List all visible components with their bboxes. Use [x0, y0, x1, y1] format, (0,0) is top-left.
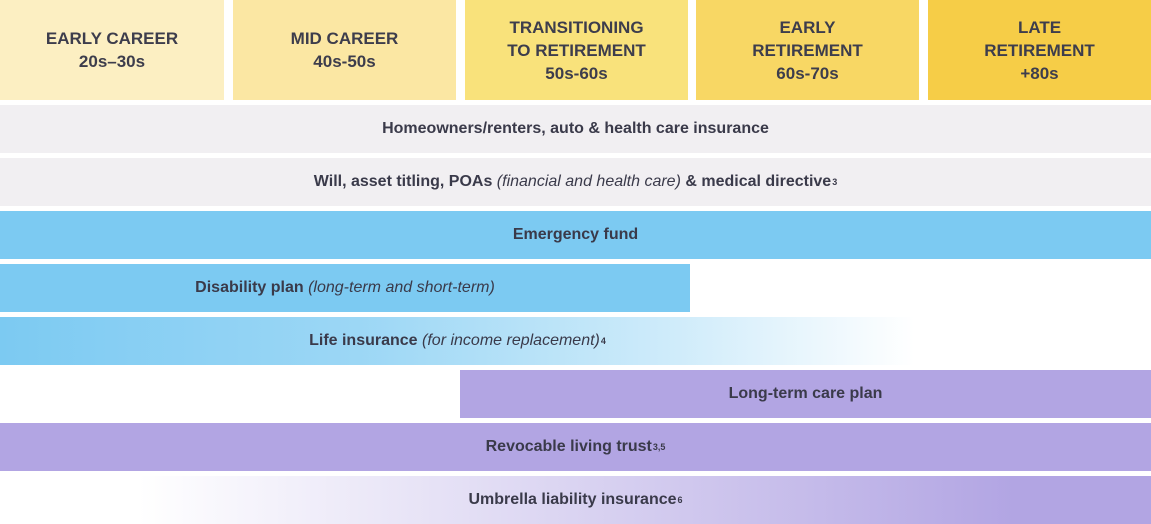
- bar-umbrella-liability-insurance: Umbrella liability insurance 6: [0, 476, 1151, 524]
- stage-label-line: RETIREMENT: [752, 40, 863, 60]
- stage-label-line: EARLY CAREER: [45, 29, 179, 48]
- stage-transitioning-to-retirement: [465, 0, 688, 100]
- bar-label: Homeowners/renters, auto & health care insurance: [382, 120, 769, 137]
- bar-label-continued: & medical directive: [685, 173, 832, 190]
- bar-label: Will, asset titling, POAs: [313, 173, 493, 190]
- stage-mid-career: [233, 0, 456, 100]
- stage-label-line: MID CAREER: [290, 29, 399, 48]
- bar-label: Life insurance: [309, 332, 418, 349]
- stage-early-retirement: [696, 0, 919, 100]
- bar-revocable-living-trust: Revocable living trust 3,5: [0, 423, 1151, 471]
- stage-age-range: 50s-60s: [545, 63, 608, 83]
- bar-label: Revocable living trust: [485, 438, 652, 455]
- stage-age-range: 60s-70s: [776, 63, 839, 83]
- bar-label: Emergency fund: [512, 226, 639, 243]
- stage-label-line: LATE: [1017, 17, 1062, 37]
- bar-disability-plan: [0, 264, 690, 312]
- stage-age-range: 20s–30s: [78, 52, 146, 71]
- bar-emergency-fund: [0, 211, 1151, 259]
- stage-label-line: TO RETIREMENT: [507, 40, 646, 60]
- bar-note: (long-term and short-term): [308, 279, 495, 296]
- bar-long-term-care-plan: [460, 370, 1151, 418]
- bar-life-insurance: Life insurance (for income replacement) 4: [0, 317, 915, 365]
- stage-label-line: EARLY: [779, 17, 836, 37]
- stage-early-career: [0, 0, 224, 100]
- bar-label: Umbrella liability insurance: [468, 491, 677, 508]
- bar-homeowners-auto-health-insurance: [0, 105, 1151, 153]
- stage-age-range: 40s-50s: [313, 52, 376, 71]
- stage-label-line: RETIREMENT: [984, 40, 1095, 60]
- bar-will-asset-titling: Will, asset titling, POAs (financial and health care) & medical directive 3: [0, 158, 1151, 206]
- stage-label-line: TRANSITIONING: [509, 17, 644, 37]
- bar-label: Disability plan: [195, 279, 304, 296]
- bar-note: (for income replacement): [422, 332, 600, 349]
- bar-note: (financial and health care): [496, 173, 681, 190]
- stage-age-range: +80s: [1020, 63, 1059, 83]
- stage-late-retirement: [928, 0, 1151, 100]
- bar-label: Long-term care plan: [728, 385, 883, 402]
